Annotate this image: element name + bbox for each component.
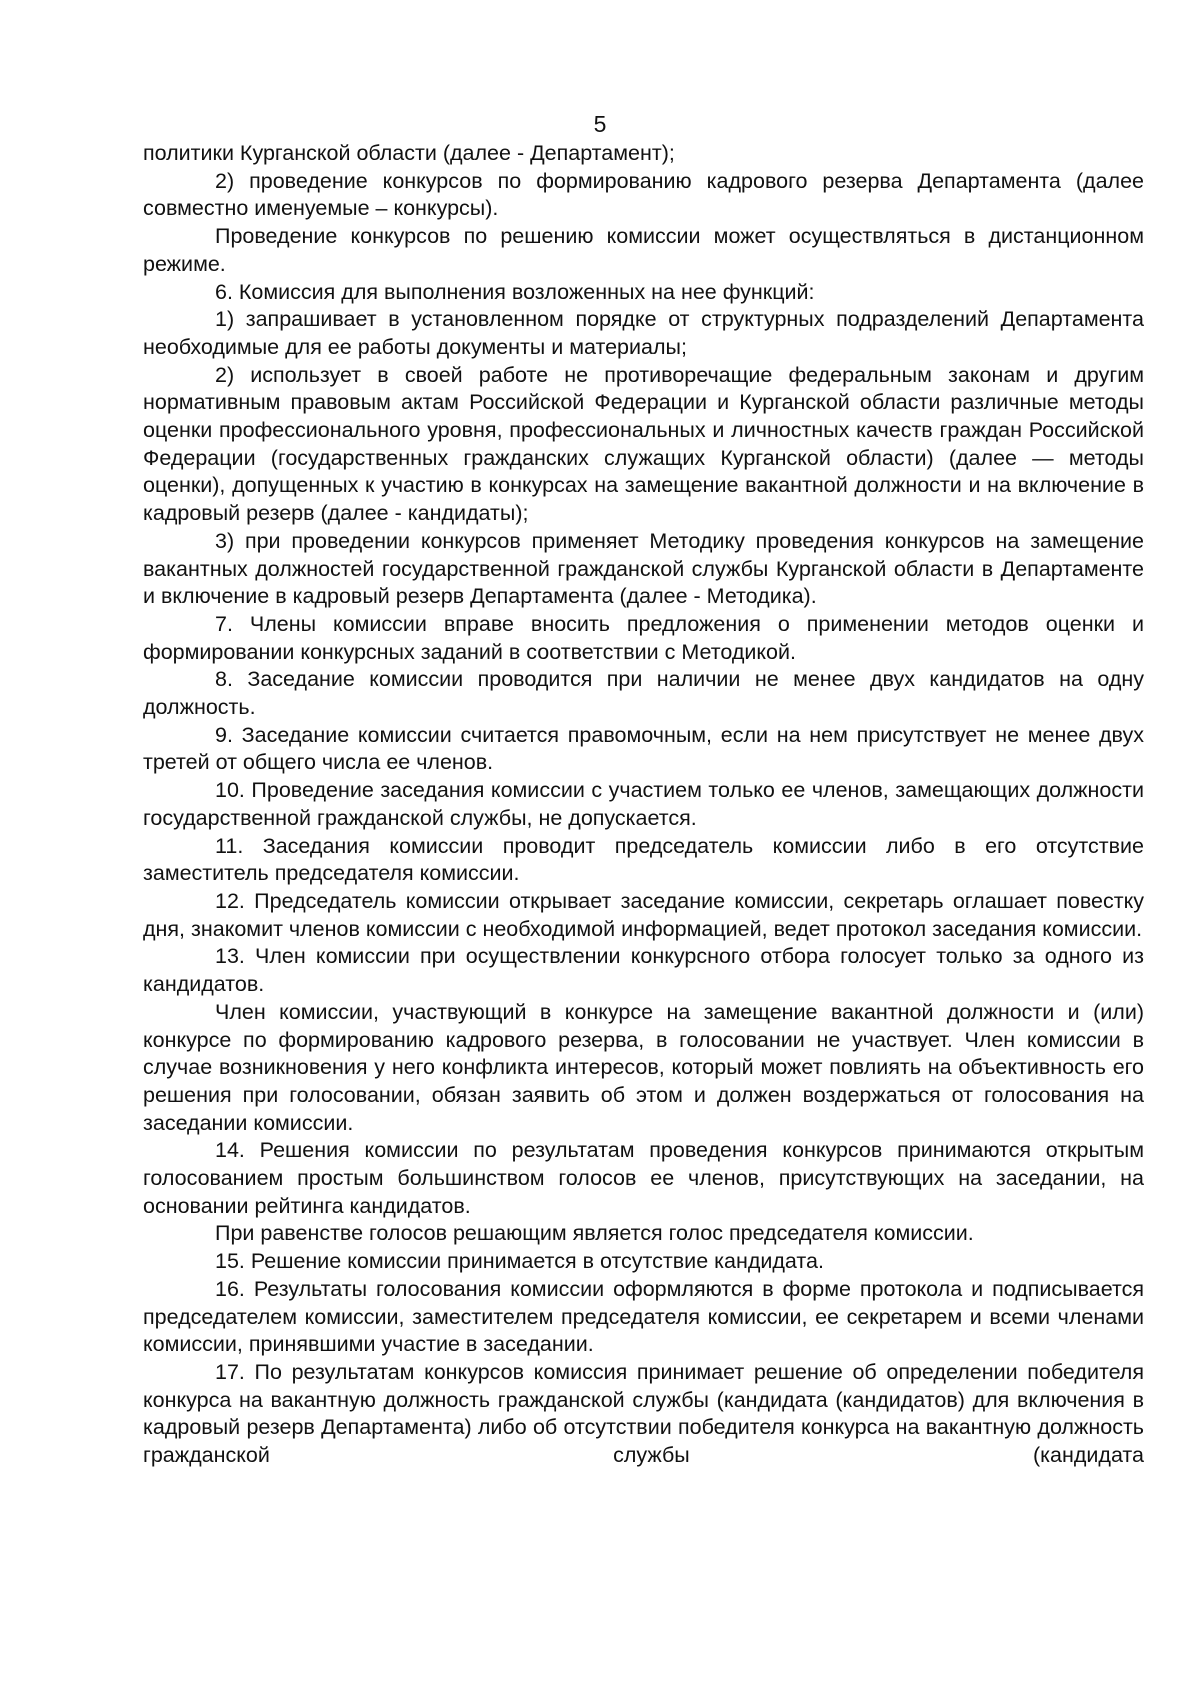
document-body xyxy=(143,140,1144,1470)
paragraph: 14. Решения комиссии по результатам проведения конкурсов принимаются открытым голосованием простым большинством голосов ее членов, присутствующих на заседании, на основании рейтинга кандидатов. xyxy=(143,1138,1144,1218)
paragraph: 16. Результаты голосования комиссии оформляются в форме протокола и подписывается председателем комиссии, заместителем председателя комиссии, ее секретарем и всеми членами комиссии, принявшими участие в заседании. xyxy=(143,1276,1144,1357)
paragraph: 6. Комиссия для выполнения возложенных на нее функций: xyxy=(215,279,815,304)
paragraph: 2) использует в своей работе не противоречащие федеральным законам и другим нормативным правовым актам Российской Федерации и Курганской области различные методы оценки профессионального уровня, профессиональных и личностных качеств граждан Российской Федерации (государственных гражданских служащих Курганской области) (далее — методы оценки), допущенных к участию в конкурсах на замещение вакантной должности и на включение в кадровый резерв (далее - кандидаты); xyxy=(143,362,1144,526)
paragraph: 1) запрашивает в установленном порядке от структурных подразделений Департамента необходимые для ее работы документы и материалы; xyxy=(143,307,1144,359)
page-number: 5 xyxy=(593,111,607,137)
paragraph: 11. Заседания комиссии проводит председатель комиссии либо в его отсутствие заместитель председателя комиссии. xyxy=(143,833,1144,886)
paragraph: 17. По результатам конкурсов комиссия принимает решение об определении победителя конкурса на вакантную должность гражданской службы (кандидата (кандидатов) для включения в кадровый резерв Департамента) либо об отсутствии победителя конкурса на вакантную должность гражданской службы (кандидата xyxy=(143,1359,1144,1468)
paragraph: Проведение конкурсов по решению комиссии может осуществляться в дистанционном режиме. xyxy=(143,224,1144,276)
paragraph: 8. Заседание комиссии проводится при наличии не менее двух кандидатов на одну должность. xyxy=(143,667,1144,720)
paragraph: 9. Заседание комиссии считается правомочным, если на нем присутствует не менее двух третей от общего числа ее членов. xyxy=(143,722,1144,775)
paragraph: политики Курганской области (далее - Департамент); xyxy=(143,141,675,165)
paragraph: 12. Председатель комиссии открывает заседание комиссии, секретарь оглашает повестку дня, знакомит членов комиссии с необходимой информацией, ведет протокол заседания комиссии. xyxy=(143,888,1144,941)
paragraph: 7. Члены комиссии вправе вносить предложения о применении методов оценки и формировании конкурсных заданий в соответствии с Методикой. xyxy=(143,611,1144,664)
paragraph: Член комиссии, участвующий в конкурсе на замещение вакантной должности и (или) конкурсе по формированию кадрового резерва, в голосовании не участвует. Член комиссии в случае возникновения у него конфликта интересов, который может повлиять на объективность его решения при голосовании, обязан заявить об этом и должен воздержаться от голосования на заседании комиссии. xyxy=(143,999,1144,1135)
paragraph: 3) при проведении конкурсов применяет Методику проведения конкурсов на замещение вакантных должностей государственной гражданской службы Курганской области в Департаменте и включение в кадровый резерв Департамента (далее - Методика). xyxy=(143,528,1144,609)
paragraph: При равенстве голосов решающим является голос председателя комиссии. xyxy=(215,1221,974,1246)
paragraph: 2) проведение конкурсов по формированию кадрового резерва Департамента (далее совместно именуемые – конкурсы). xyxy=(143,168,1144,221)
paragraph: 13. Член комиссии при осуществлении конкурсного отбора голосует только за одного из кандидатов. xyxy=(143,944,1144,997)
paragraph: 15. Решение комиссии принимается в отсутствие кандидата. xyxy=(215,1249,824,1274)
paragraph: 10. Проведение заседания комиссии с участием только ее членов, замещающих должности государственной гражданской службы, не допускается. xyxy=(143,778,1144,830)
